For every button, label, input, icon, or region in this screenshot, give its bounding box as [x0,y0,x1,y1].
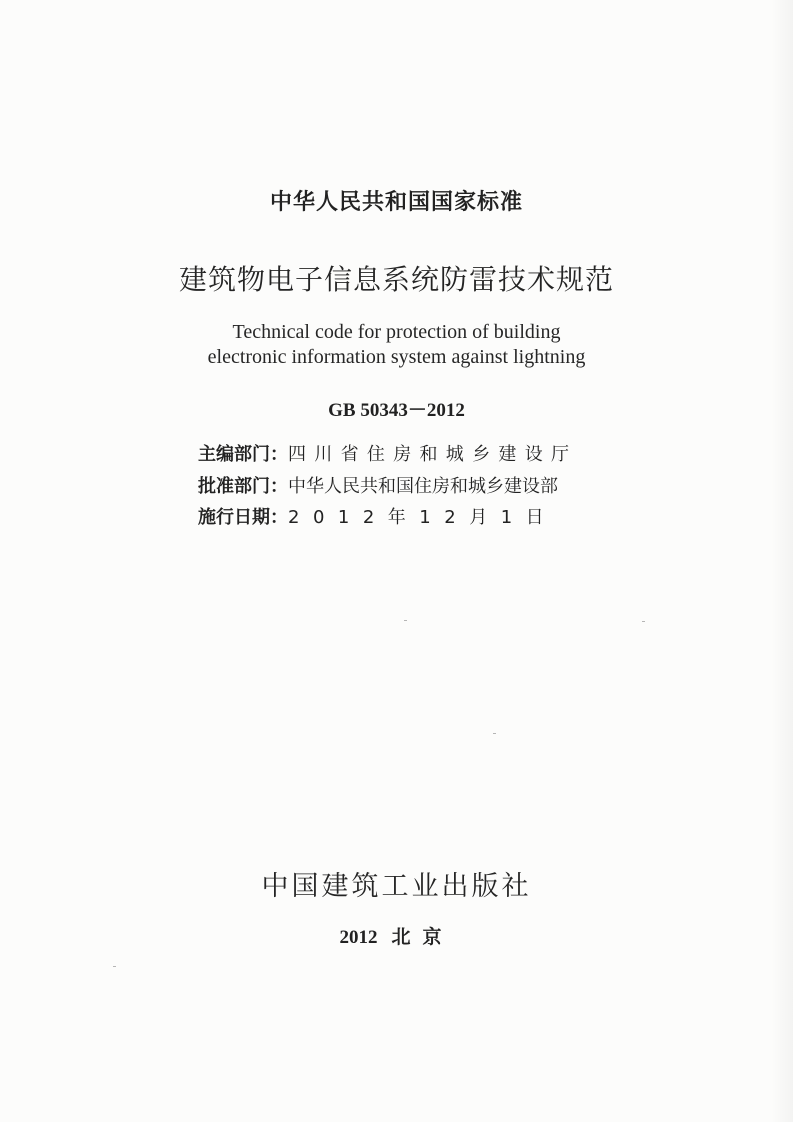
standard-code: GB 50343－2012 [328,400,465,421]
paper-speck [113,966,116,967]
paper-speck [493,733,496,734]
standard-type: 中华人民共和国国家标准 [269,190,523,215]
effective-date-row [198,503,557,529]
paper-speck [642,621,645,622]
english-title-line-2: electronic information system against lightning [207,346,586,368]
editor-department-row [198,440,577,466]
paper-speck [404,620,407,621]
publication-place [0,922,793,949]
page-edge-shadow [771,0,793,1122]
document-title-english [0,320,793,370]
approver-department-row [198,472,558,498]
publication-year: 2012 [339,927,378,948]
approver-department-value: 中华人民共和国住房和城乡建设部 [288,476,558,497]
publisher-name: 中国建筑工业出版社 [261,871,532,902]
effective-date-value: 2012年12月1日 [288,507,558,528]
editor-department-value: 四川省住房和城乡建设厅 [288,444,578,465]
english-title-line-1: Technical code for protection of building [232,321,561,343]
publication-city: 北京 [391,927,454,948]
approver-department-label: 批准部门： [198,476,288,497]
effective-date-label: 施行日期： [198,507,288,528]
document-title-chinese: 建筑物电子信息系统防雷技术规范 [178,263,614,296]
editor-department-label: 主编部门： [198,444,288,465]
